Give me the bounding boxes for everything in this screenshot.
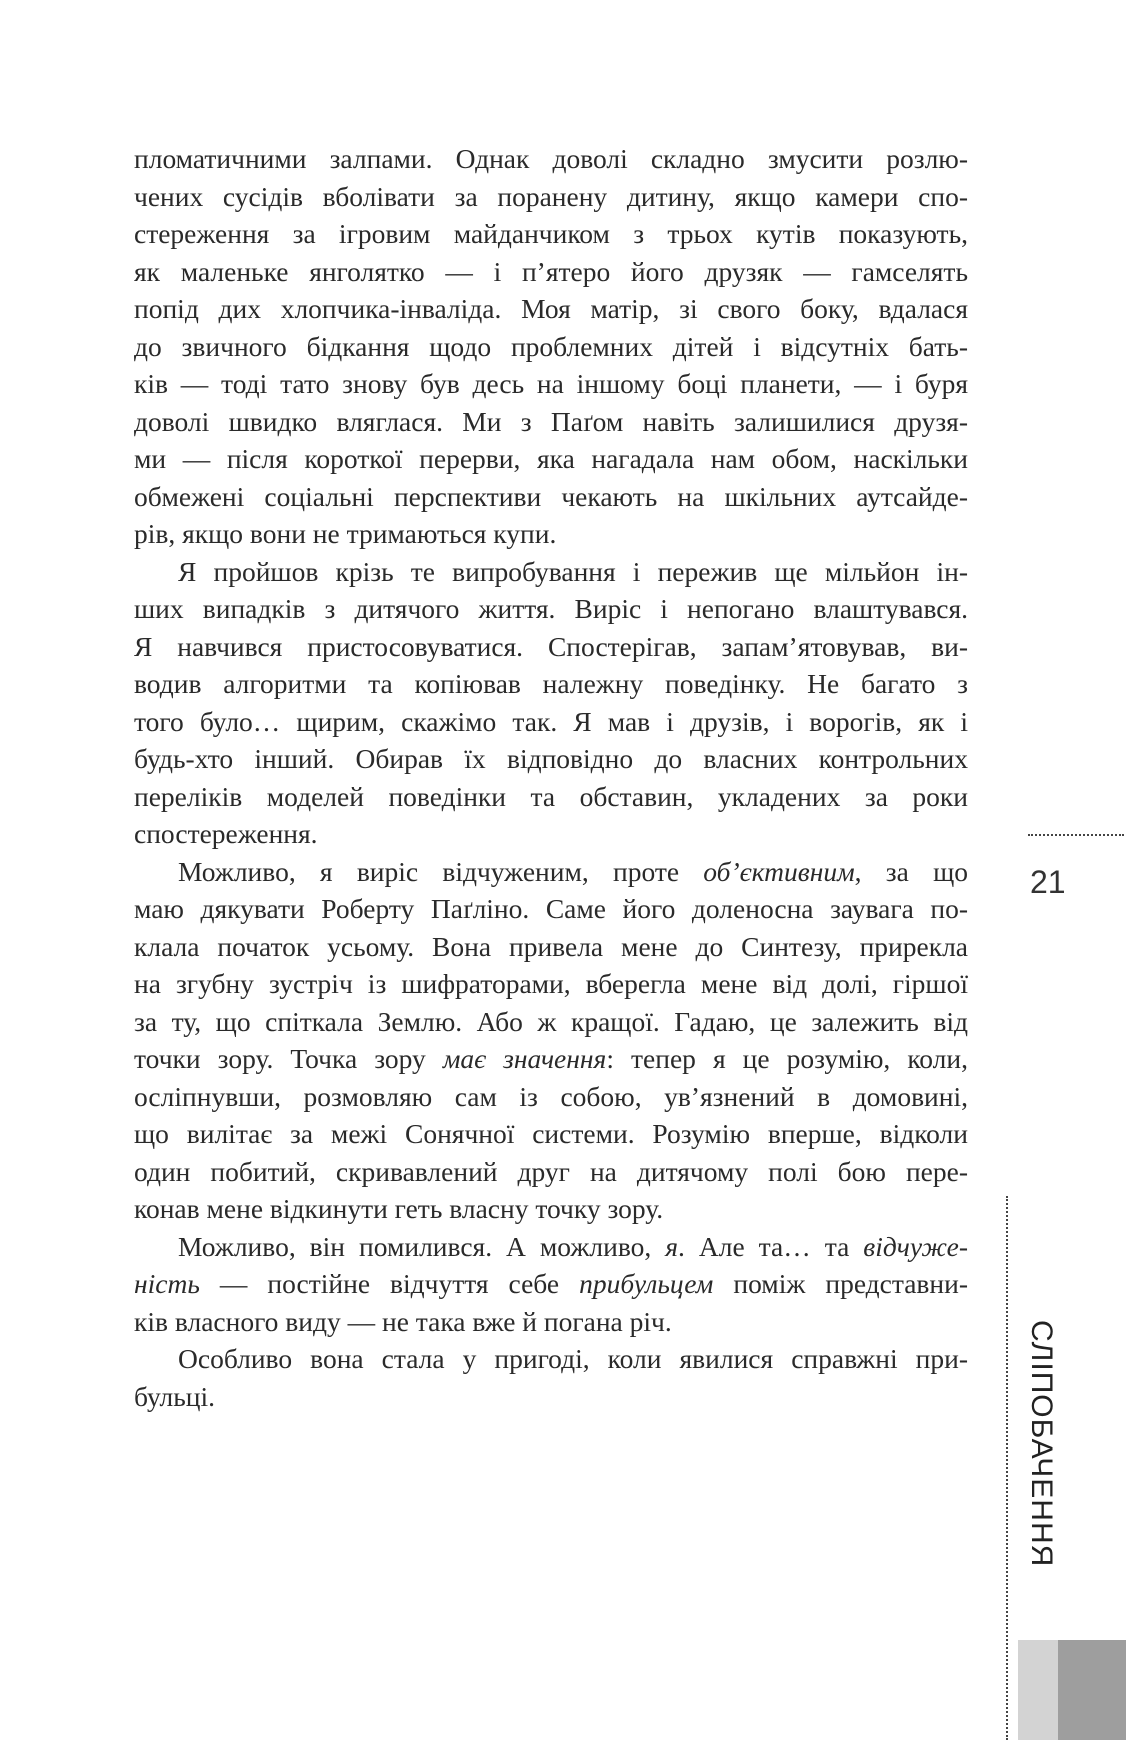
text-line: бульці. [134,1380,215,1412]
text-line: Я пройшов крізь те випробування і пережив ще мільйон ін- [178,555,968,587]
text-line: спостереження. [134,818,318,849]
italic-run: має значення [442,1043,607,1074]
text-run: Можливо, я виріс відчуженим, проте [178,855,704,887]
text-line: того було… щирим, скажімо так. Я мав і друзів, і ворогів, як і [134,705,968,737]
text-line: водив алгоритми та копіював належну поведінку. Не багато з [134,668,968,699]
text-line: ків власного виду — не така вже й погана річ. [134,1305,672,1337]
text-run: точки зору. Точка зору [134,1043,443,1074]
text-line: Особливо вона стала у пригоді, коли явилися справжні при- [178,1343,968,1374]
italic-run: прибульцем [579,1268,714,1299]
text-line: чених сусідів вболівати за поранену дитину, якщо камери спо- [134,180,968,212]
italic-run: я [665,1230,679,1262]
text-line: на згубну зустріч із шифраторами, вберегла мене від долі, гіршої [134,968,968,999]
page-number: 21 [1030,864,1066,900]
text-line: один побитий, скривавлений друг на дитячому полі бою пере- [134,1155,968,1187]
body-text [134,140,968,1415]
text-line: маю дякувати Роберту Паґліно. Саме його доленосна заувага по- [134,893,968,924]
text-line: пломатичними залпами. Однак доволі складно змусити розлю- [134,143,968,174]
edge-tab-dark [1058,1640,1126,1740]
edge-tab-light [1018,1640,1058,1740]
text-line: що вилітає за межі Сонячної системи. Розумію вперше, відколи [134,1118,968,1149]
text-run: поміж представни- [713,1268,968,1299]
text-line [134,853,968,891]
italic-run: відчуже- [863,1230,968,1262]
text-line: до звичного бідкання щодо проблемних дітей і відсутніх бать- [134,330,968,362]
text-line: Я навчився пристосовуватися. Спостерігав, запам’ятовував, ви- [134,630,968,662]
text-line: переліків моделей поведінки та обставин, укладених за роки [134,780,968,812]
text-run: , за що [854,855,968,887]
text-run: : тепер я це розумію, коли, [606,1043,968,1074]
text-line: рів, якщо вони не тримаються купи. [134,518,557,549]
text-line [134,1265,968,1303]
vertical-dotted-rule [1006,1196,1008,1740]
text-line: клала початок усьому. Вона привела мене до Синтезу, прирекла [134,930,968,962]
text-run: Можливо, він помилився. А можливо, [178,1230,666,1262]
text-line [134,1228,968,1266]
italic-run: ність [134,1268,200,1299]
text-run: — постійне відчуття себе [199,1268,580,1299]
text-line [134,1040,968,1078]
text-line: попід дих хлопчика-інваліда. Моя матір, зі свого боку, вдалася [134,293,968,324]
text-line: ших випадків з дитячого життя. Виріс і непогано влаштувався. [134,593,968,624]
text-line: як маленьке янголятко — і п’ятеро його друзяк — гамселять [134,255,968,287]
text-line: доволі швидко вляглася. Ми з Паґом навіть залишилися друзя- [134,405,968,437]
dotted-rule [1028,834,1124,836]
text-line: ків — тоді тато знову був десь на іншому боці планети, — і буря [134,368,968,399]
text-line: за ту, що спіткала Землю. Або ж кращої. Гадаю, це залежить від [134,1005,968,1037]
text-line: конав мене відкинути геть власну точку зору. [134,1193,664,1224]
text-line: будь-хто інший. Обирав їх відповідно до власних контрольних [134,743,968,774]
text-run: . Але та… та [678,1230,864,1262]
text-line: стереження за ігровим майданчиком з трьох кутів показують, [134,218,968,249]
italic-run: об’єктивним [703,855,855,887]
text-line: обмежені соціальні перспективи чекають на шкільних аутсайде- [134,480,968,512]
text-line: ми — після короткої перерви, яка нагадала нам обом, наскільки [134,443,968,474]
text-line: осліпнувши, розмовляю сам із собою, ув’язнений в домовині, [134,1080,968,1112]
